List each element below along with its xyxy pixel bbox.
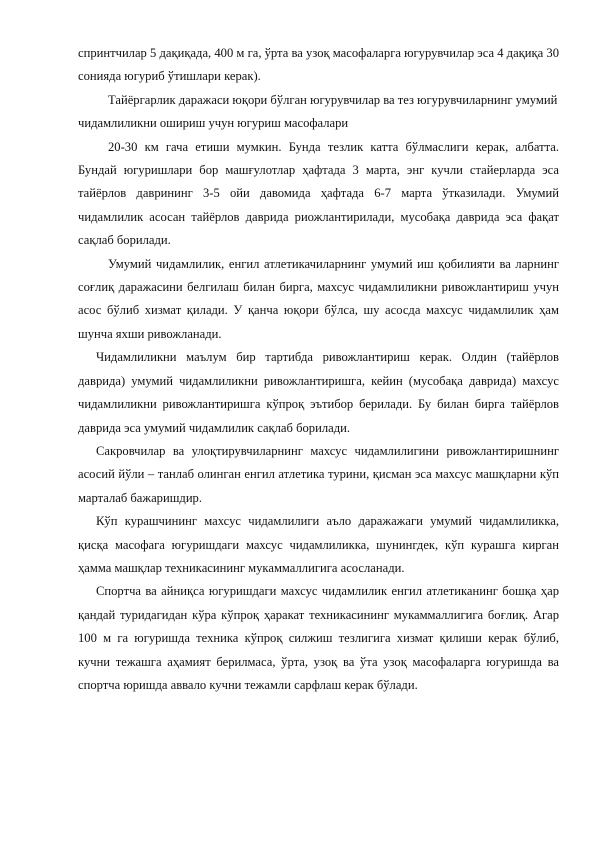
paragraph-running-technique: Спортча ва айниқса югуришдаги махсус чидамлилик енгил атлетиканинг бошқа ҳар қандай туридагидан кўра кўпроқ ҳаракат техникасининг мукаммаллигига боғлиқ. Агар 100 м га югуришда техника кўпроқ силжиш тезлигига хизмат қилиши керак бўлиб, кучни тежашга аҳамият берилмаса, ўрта, узоқ ва ўта узоқ масофаларга югуришда ва спортча юришда аввало кучни тежамли сарфлаш керак бўлади. <box>78 584 559 692</box>
paragraph-distance-intro: Тайёргарлик даражаси юқори бўлган югурувчилар ва тез югурувчиларнинг умумий чидамлиликни ошириш учун югуриш масофалари <box>78 92 558 131</box>
paragraph-general-endurance: Умумий чидамлилик, енгил атлетикачиларнинг умумий иш қобилияти ва ларнинг соғлиқ даражасини белгилаш билан бирга, махсус чидамлиликни ривожлантириш учун асос бўлиб хизмат қилади. У қанча юқори бўлса, шу асосда махсус чидамлилик ҳам шунча яхши ривожланади. <box>78 256 559 341</box>
paragraph-multievent: Кўп курашчининг махсус чидамлилиги аъло даражажаги умумий чидамлиликка, қисқа масофага югуришдаги махсус чидамлиликка, шунингдек, кўп курашга кирган ҳамма машқлар техникасининг мукаммаллигига асосланади. <box>78 514 559 575</box>
document-page <box>78 42 559 697</box>
paragraph-jumpers-throwers: Сакровчилар ва улоқтирувчиларнинг махсус чидамлилигини ривожлантиришнинг асосий йўли – танлаб олинган енгил атлетика турини, қисман эса махсус машқларни кўп марталаб бажаришдир. <box>78 443 559 505</box>
paragraph-continuation: спринтчилар 5 дақиқада, 400 м га, ўрта ва узоқ масофаларга югурувчилар эса 4 дақиқа 30 сонияда югуриб ўтишлари керак). <box>78 46 559 84</box>
paragraph-training-volume: 20-30 км гача етиши мумкин. Бунда тезлик катта бўлмаслиги керак, албатта. Бундай югуришлари бор машғулотлар ҳафтада 3 марта, энг кучли стайерларда эса тайёрлов даврининг 3-5 ойи давомида ҳафтада 6-7 марта ўтказилади. Умумий чидамлилик асосан тайёрлов даврида риожлантирилади, мусобақа даврида эса фақат сақлаб борилади. <box>78 139 559 248</box>
paragraph-endurance-order: Чидамлиликни маълум бир тартибда ривожлантириш керак. Олдин (тайёрлов даврида) умумий чидамлиликни ривожлантиришга, кейин (мусобақа даврида) махсус чидамлиликни ривожлантиришга кўпроқ эътибор берилади. Бу билан бирга тайёрлов даврида эса умумий чидамлилик сақлаб борилади. <box>78 350 559 435</box>
